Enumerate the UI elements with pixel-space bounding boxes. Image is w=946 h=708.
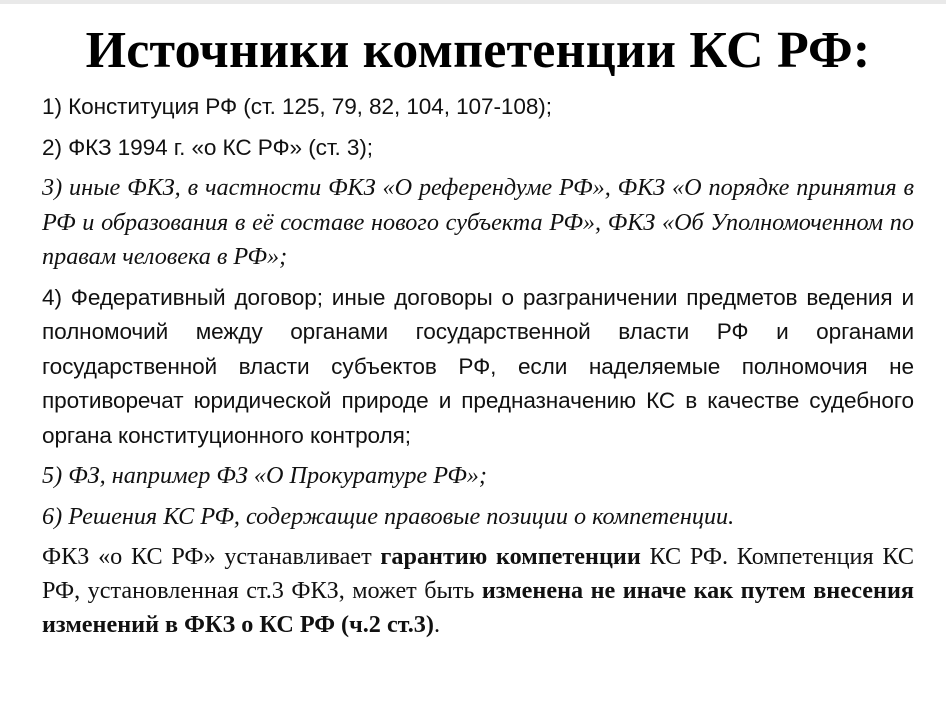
list-item-federative-treaty: 4) Федеративный договор; иные договоры о разграничении предметов ведения и полномочий между органами государственной власти РФ и органами государственной власти субъектов РФ, если наделяемые полномочия не противоречат юридической природе и предназначению КС в качестве судебного органа конституционного контроля; <box>42 284 914 448</box>
list-item-fz: 5) ФЗ, например ФЗ «О Прокуратуре РФ»; <box>42 462 487 489</box>
slide-title: Источники компетенции КС РФ: <box>85 22 871 79</box>
sources-list <box>42 90 914 534</box>
list-item-ks-decisions: 6) Решения КС РФ, содержащие правовые позиции о компетенции. <box>42 502 735 530</box>
slide-content <box>42 14 914 642</box>
top-border <box>0 0 946 4</box>
competence-guarantee-paragraph <box>42 540 914 642</box>
summary-bold-guarantee: гарантию компетенции <box>380 543 641 570</box>
summary-bold-amendment: изменена не иначе как путем внесения изменений в ФКЗ о КС РФ (ч.2 ст.3) <box>42 577 915 638</box>
list-item-fkz-1994: 2) ФКЗ 1994 г. «о КС РФ» (ст. 3); <box>42 134 373 160</box>
summary-text-3: . <box>433 611 440 638</box>
list-item-constitution: 1) Конституция РФ (ст. 125, 79, 82, 104, 107-108); <box>42 94 552 119</box>
summary-text-1: ФКЗ «о КС РФ» устанавливает <box>42 543 381 570</box>
summary-text-2: КС РФ. Компетенция КС РФ, установленная ст.3 ФКЗ, может быть <box>42 543 914 604</box>
list-item-other-fkz: 3) иные ФКЗ, в частности ФКЗ «О референдуме РФ», ФКЗ «О порядке принятия в РФ и образования в её составе нового субъекта РФ», ФКЗ «Об Уполномоченном по правам человека в РФ»; <box>42 174 914 270</box>
